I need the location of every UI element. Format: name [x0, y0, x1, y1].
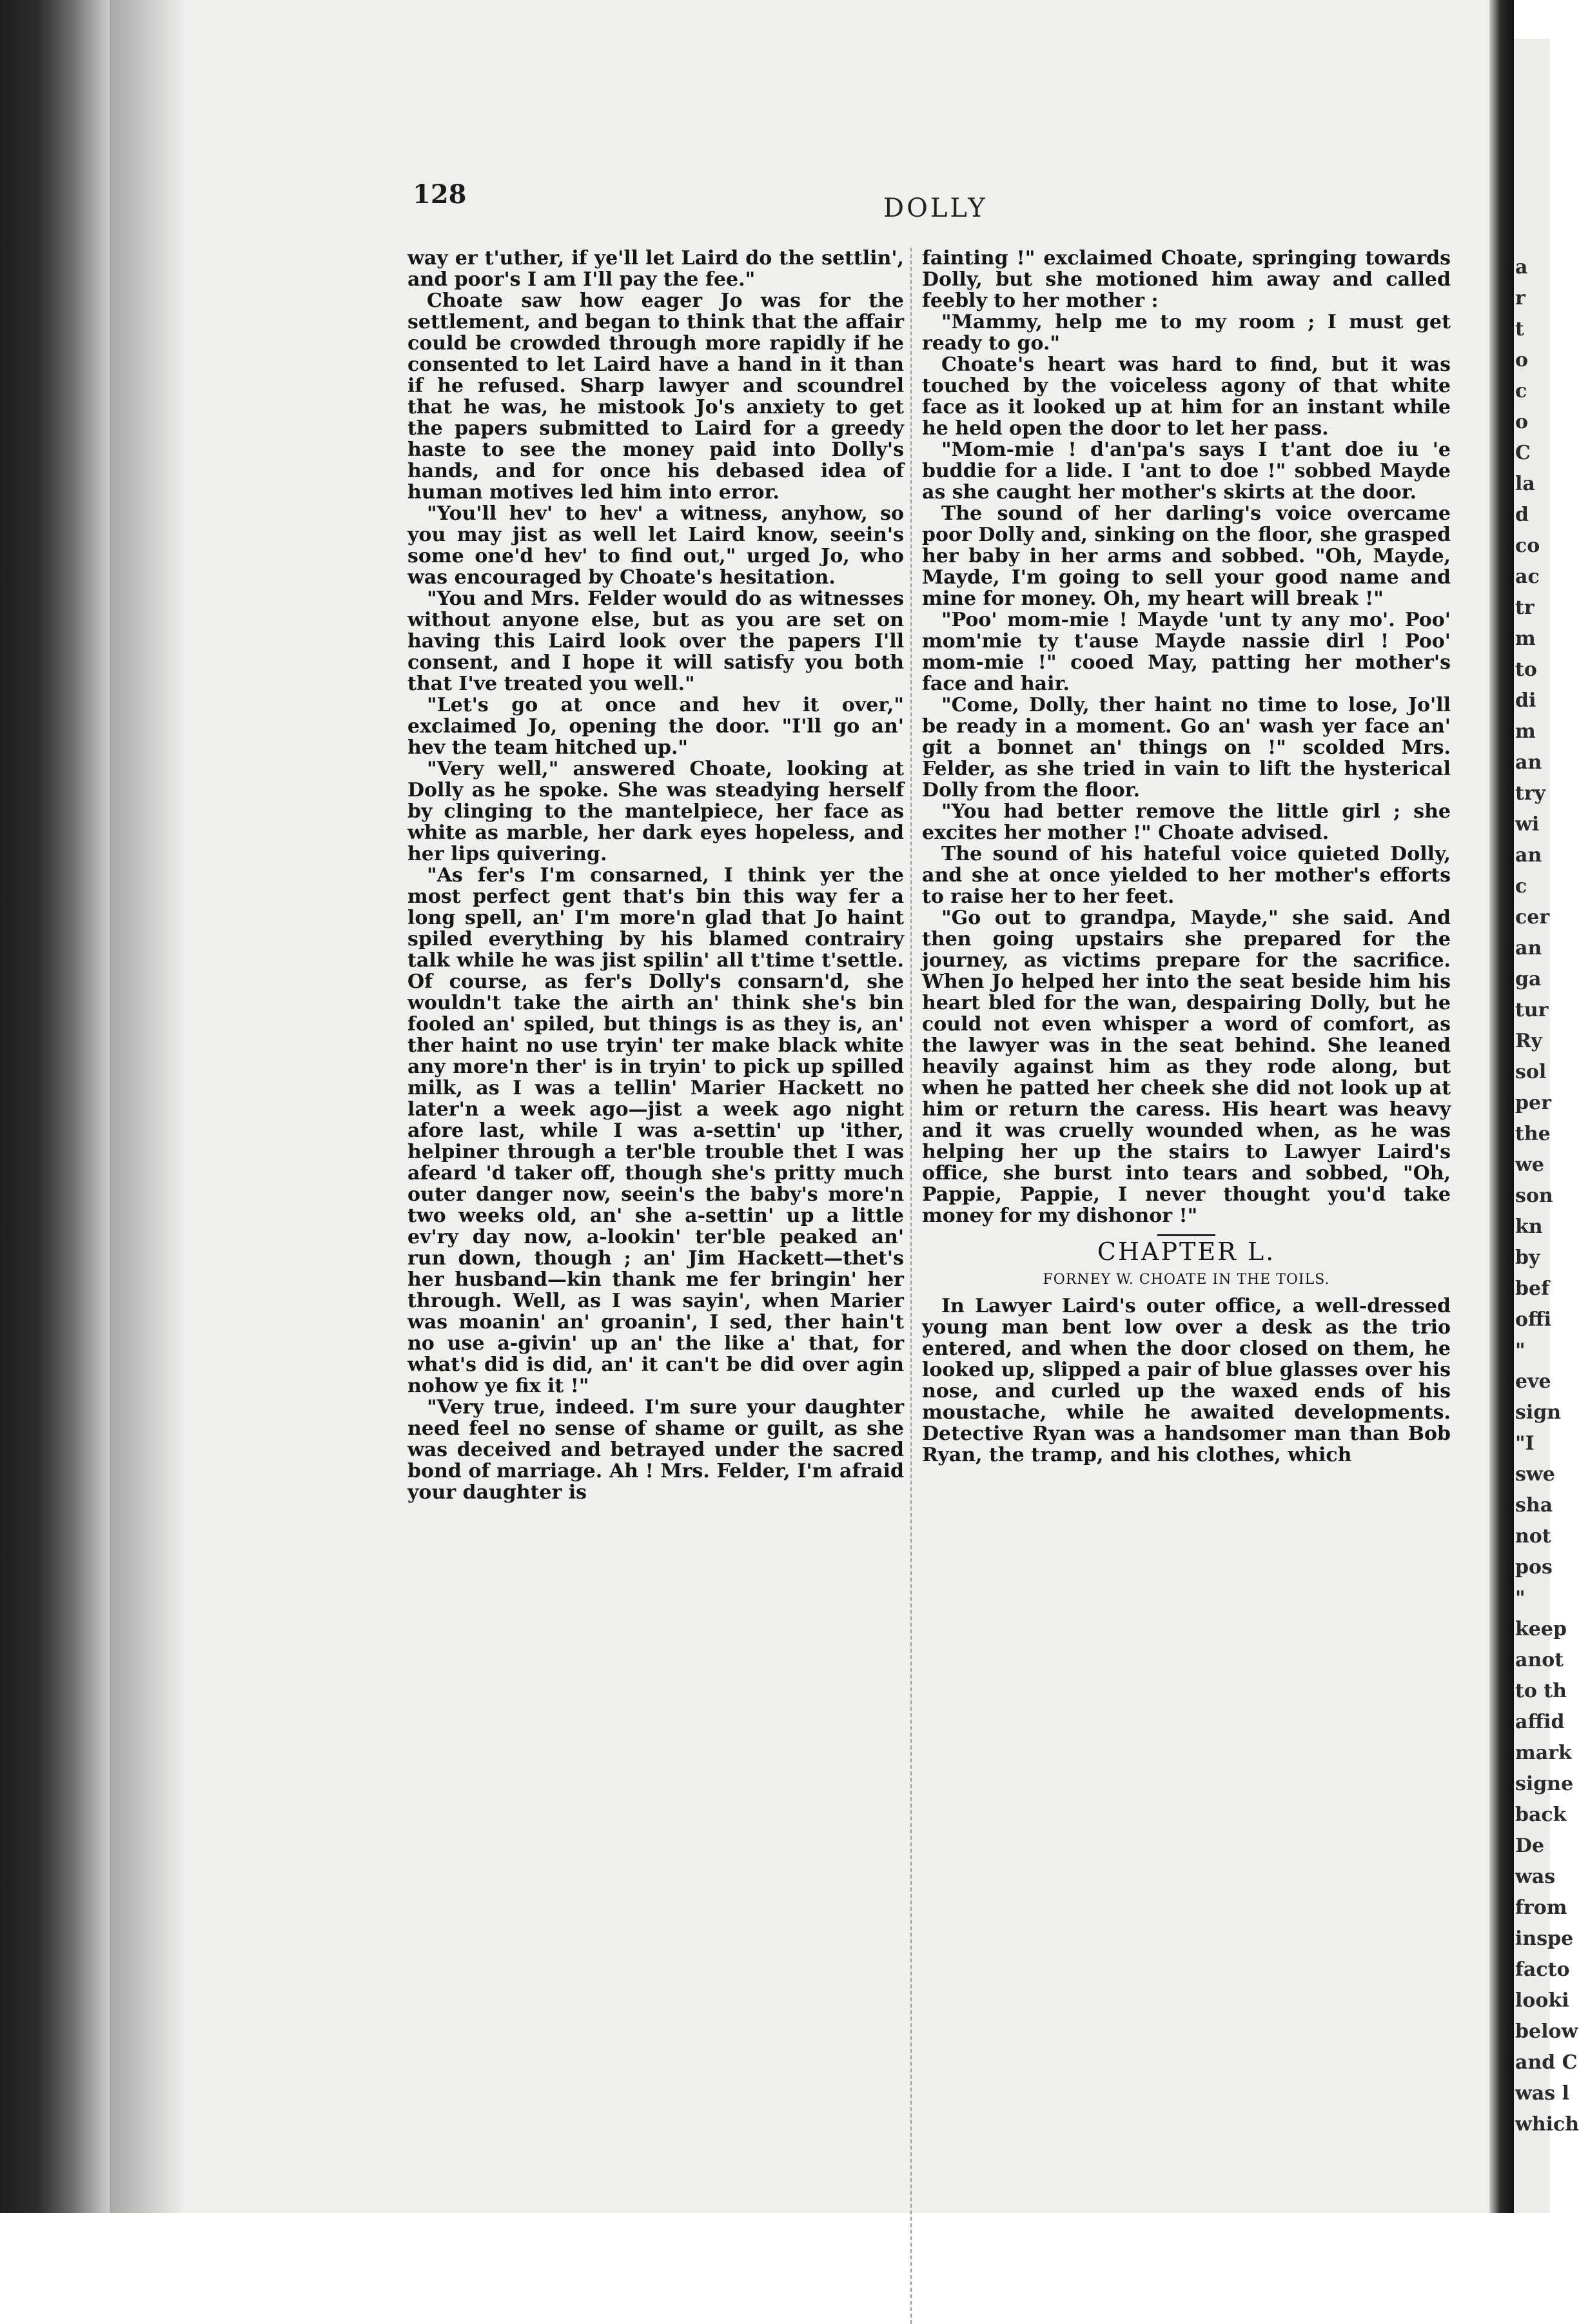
paragraph: "Go out to grandpa, Mayde," she said. And then going upstairs she prepared for the journey, as victims prepare for the sacrifice. When Jo helped her into the seat beside him his heart bled for the wan, despairing Dolly, but he could not even whisper a word of comfort, as the lawyer was in the seat behind. She leaned heavily against him as they rode along, but when he patted her cheek she did not look up at him or return the caress. His heart was heavy and it was cruelly wounded when, as he was helping her up the stairs to Lawyer Laird's office, she burst into tears and sobbed, "Oh, Pappie, Pappie, I never thought you'd take money for my dishonor !" [922, 907, 1451, 1227]
paragraph: "You and Mrs. Felder would do as witnesses without anyone else, but as you are set on having this Laird look over the papers I'll consent, and I hope it will satisfy you both that I've treated you well." [407, 587, 904, 695]
paragraph: "You'll hev' to hev' a witness, anyhow, so you may jist as well let Laird know, seein's some one'd hev' to find out," urged Jo, who was encouraged by Choate's hesitation. [407, 502, 904, 589]
next-page-fragment: Ry [1515, 1030, 1542, 1052]
next-page-fragment: d [1515, 504, 1529, 526]
spine-shadow [110, 0, 187, 2213]
next-page-fragment: looki [1515, 1989, 1569, 2012]
next-page-fragment: ga [1515, 968, 1542, 990]
next-page-fragment: la [1515, 473, 1535, 495]
next-page-fragment: to [1515, 658, 1537, 681]
next-page-fragment: c [1515, 380, 1527, 402]
next-page-fragment: "I [1515, 1432, 1535, 1455]
paragraph: The sound of his hateful voice quieted Dolly, and she at once yielded to her mother's efforts to raise her to her feet. [922, 843, 1451, 908]
page-number: 128 [413, 179, 467, 210]
next-page-fragment: t [1515, 318, 1524, 340]
next-page-fragment: per [1515, 1092, 1551, 1114]
next-page-fragment: m [1515, 627, 1536, 650]
paragraph: "Let's go at once and hev it over," exclaimed Jo, opening the door. "I'll go an' hev the team hitched up." [407, 694, 904, 759]
running-head: DOLLY [883, 193, 988, 223]
next-page-fragment: sign [1515, 1401, 1562, 1424]
paragraph: Choate's heart was hard to find, but it was touched by the voiceless agony of that white face as it looked up at him for an instant while he held open the door to let her pass. [922, 353, 1451, 440]
next-page-fragment: kn [1515, 1216, 1543, 1238]
next-page-fragment: and C [1515, 2051, 1578, 2074]
next-page-fragment: we [1515, 1154, 1544, 1176]
scanner-bed-edge [0, 0, 110, 2213]
next-page-fragment: not [1515, 1525, 1551, 1548]
next-page-fragment: keep [1515, 1618, 1567, 1640]
next-page-edge [1514, 39, 1579, 2213]
paragraph: "Mom-mie ! d'an'pa's says I t'ant doe iu 'e buddie for a lide. I 'ant to doe !" sobbed Mayde as she caught her mother's skirts at the door. [922, 438, 1451, 504]
right-column [922, 248, 1451, 1466]
paragraph: The sound of her darling's voice overcame poor Dolly and, sinking on the floor, she grasped her baby in her arms and sobbed. "Oh, Mayde, Mayde, I'm going to sell your good name and mine for money. Oh, my heart will break !" [922, 502, 1451, 610]
next-page-fragment: facto [1515, 1958, 1570, 1981]
next-page-fragment: o [1515, 349, 1529, 371]
next-page-fragment: sol [1515, 1061, 1547, 1083]
next-page-fragment: " [1515, 1587, 1525, 1610]
next-page-fragment: o [1515, 411, 1529, 433]
paragraph: "Mammy, help me to my room ; I must get ready to go." [922, 311, 1451, 355]
next-page-fragment: " [1515, 1339, 1525, 1362]
next-page-fragment: m [1515, 720, 1536, 743]
next-page-fragment: the [1515, 1123, 1551, 1145]
next-page-fragment: an [1515, 844, 1542, 867]
chapter-title: CHAPTER L. [1097, 1237, 1276, 1266]
next-page-fragment: De [1515, 1835, 1545, 1857]
next-page-fragment: c [1515, 875, 1527, 898]
paragraph: "Very true, indeed. I'm sure your daughter need feel no sense of shame or guilt, as she was deceived and betrayed under the sacred bond of marriage. Ah ! Mrs. Felder, I'm afraid your daughter is [407, 1396, 904, 1504]
next-page-fragment: to th [1515, 1680, 1567, 1702]
next-page-fragment: affid [1515, 1711, 1565, 1733]
next-page-fragment: was l [1515, 2082, 1569, 2105]
next-page-fragment: signe [1515, 1773, 1574, 1795]
paragraph: Choate saw how eager Jo was for the settlement, and began to think that the affair could be crowded through more rapidly if he consented to let Laird have a hand in it than if he refused. Sharp lawyer and scoundrel that he was, he mistook Jo's anxiety to get the papers submitted to Laird for a greedy haste to see the money paid into Dolly's hands, and for once his debased idea of human motives led him into error. [407, 290, 904, 504]
next-page-fragment: below [1515, 2020, 1578, 2043]
next-page-fragment: anot [1515, 1649, 1564, 1671]
chapter-subtitle: FORNEY W. CHOATE IN THE TOILS. [1043, 1272, 1330, 1288]
paragraph: "Poo' mom-mie ! Mayde 'unt ty any mo'. Poo' mom'mie ty t'ause Mayde nassie dirl ! Poo' mom-mie !" cooed May, patting her mother's face and hair. [922, 609, 1451, 695]
next-page-fragment: cer [1515, 906, 1550, 929]
next-page-fragment: di [1515, 689, 1536, 712]
next-page-fragment: back [1515, 1804, 1567, 1826]
next-page-fragment: ac [1515, 566, 1540, 588]
paragraph: "You had better remove the little girl ; she excites her mother !" Choate advised. [922, 800, 1451, 844]
paragraph: "Come, Dolly, ther haint no time to lose, Jo'll be ready in a moment. Go an' wash yer face an' git a bonnet an' things on !" scolded Mrs. Felder, as she tried in vain to lift the hysterical Dolly from the floor. [922, 694, 1451, 802]
page-gutter [1489, 0, 1514, 2213]
next-page-fragment: r [1515, 287, 1525, 310]
next-page-fragment: bef [1515, 1277, 1549, 1300]
next-page-fragment: son [1515, 1185, 1553, 1207]
next-page-fragment: a [1515, 256, 1528, 279]
next-page-fragment: tr [1515, 596, 1535, 619]
next-page-fragment: swe [1515, 1463, 1555, 1486]
next-page-fragment: an [1515, 751, 1542, 774]
next-page-fragment: co [1515, 535, 1540, 557]
next-page-fragment: try [1515, 782, 1546, 805]
next-page-fragment: pos [1515, 1556, 1553, 1579]
column-divider [910, 248, 913, 2324]
next-page-fragment: sha [1515, 1494, 1553, 1517]
next-page-fragment: C [1515, 442, 1531, 464]
next-page-fragment: by [1515, 1246, 1540, 1269]
next-page-fragment: which [1515, 2113, 1579, 2136]
next-page-fragment: eve [1515, 1370, 1551, 1393]
chapter-rule [1157, 1234, 1215, 1236]
next-page-fragment: inspe [1515, 1927, 1574, 1950]
next-page-fragment: mark [1515, 1742, 1572, 1764]
next-page-fragment: was [1515, 1866, 1556, 1888]
paragraph: "Very well," answered Choate, looking at Dolly as he spoke. She was steadying herself by clinging to the mantelpiece, her face as white as marble, her dark eyes hopeless, and her lips quivering. [407, 758, 904, 865]
paragraph: "As fer's I'm consarned, I think yer the most perfect gent that's bin this way fer a long spell, an' I'm more'n glad that Jo haint spiled everything by his blamed contrairy talk while he was jist spilin' all t'time t'settle. Of course, as fer's Dolly's consarn'd, she wouldn't take the airth an' think she's bin fooled an' spiled, but things is as they is, an' ther haint no use tryin' ter make black white any more'n ther' is in tryin' to pick up spilled milk, as I was a tellin' Marier Hackett no later'n a week ago—jist a week ago night afore last, while I was a-settin' up 'ither, helpiner through a ter'ble trouble thet I was afeard 'd taker off, though she's pritty much outer danger now, seein's the baby's more'n two weeks old, an' she a-settin' up a little ev'ry day now, a-lookin' ter'ble peaked an' run down, though ; an' Jim Hackett—thet's her husband—kin thank me fer bringin' her through. Well, as I was sayin', when Marier was moanin' an' groanin', I sed, ther hain't no use a-givin' up an' the like a' that, for what's did is did, an' it can't be did over agin nohow ye fix it !" [407, 864, 904, 1397]
next-page-fragment: from [1515, 1896, 1567, 1919]
next-page-fragment: wi [1515, 813, 1540, 836]
paragraph: In Lawyer Laird's outer office, a well-dressed young man bent low over a desk as the trio entered, and when the door closed on them, he looked up, slipped a pair of blue glasses over his nose, and curled up the waxed ends of his moustache, while he awaited developments. Detective Ryan was a handsomer man than Bob Ryan, the tramp, and his clothes, which [922, 1295, 1451, 1466]
paragraph: way er t'uther, if ye'll let Laird do the settlin', and poor's I am I'll pay the fee." [407, 247, 904, 291]
paragraph: fainting !" exclaimed Choate, springing towards Dolly, but she motioned him away and called feebly to her mother : [922, 247, 1451, 312]
left-column [407, 248, 904, 1503]
next-page-fragment: tur [1515, 999, 1549, 1021]
next-page-fragment: an [1515, 937, 1542, 960]
next-page-fragment: offi [1515, 1308, 1552, 1331]
